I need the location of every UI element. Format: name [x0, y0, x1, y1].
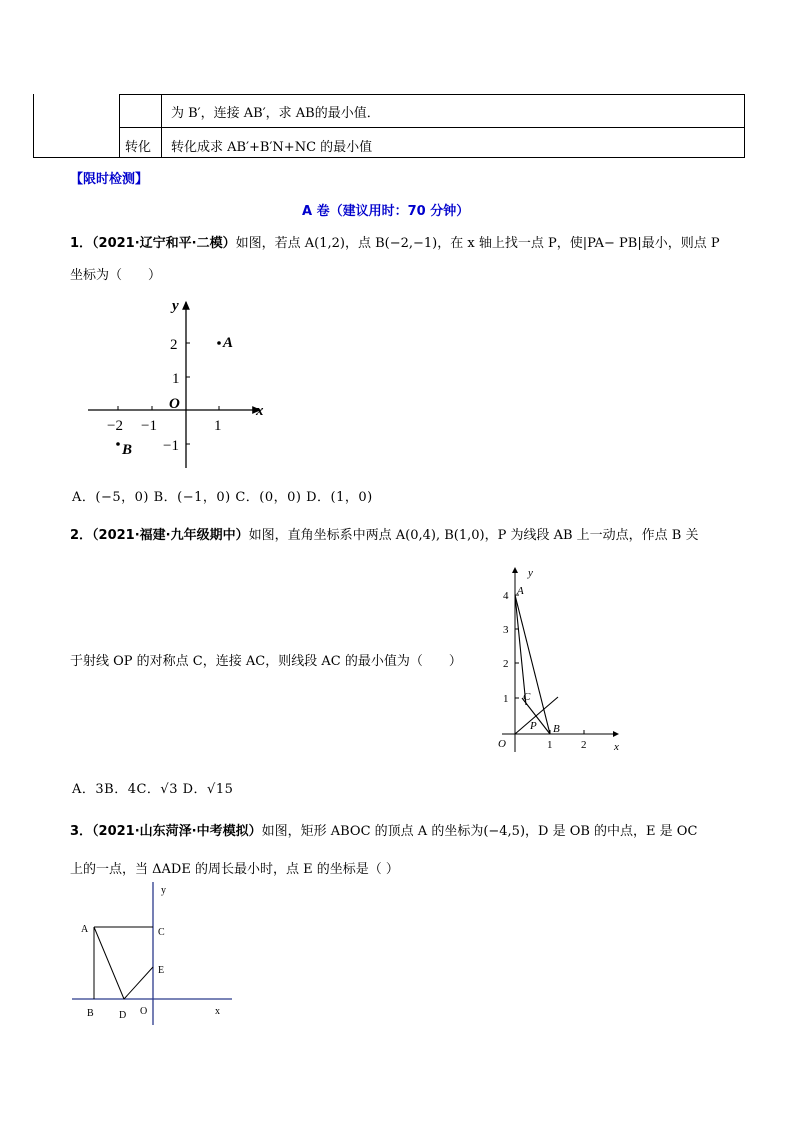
q2-segment-ab — [515, 595, 550, 734]
q3-x-label: x — [215, 1006, 220, 1017]
q3-segment-ad — [94, 927, 124, 999]
q1-point-a-label: A — [223, 335, 234, 351]
q2-point-p-label: P — [530, 720, 537, 732]
question-2-source: （2021·福建·九年级期中） — [92, 528, 249, 543]
q1-x-tick-neg1: −1 — [141, 418, 157, 434]
question-2-figure — [490, 560, 630, 760]
question-1-text: 如图，若点 A(1,2)，点 B(−2,−1)，在 x 轴上找一点 P，使|PA− PB|最小，则点 P — [235, 236, 720, 251]
question-2-text: 如图，直角坐标系中两点 A(0,4), B(1,0)，P 为线段 AB 上一动点，作点 B 关 — [248, 528, 699, 543]
question-1-source: （2021·辽宁和平·二模） — [92, 236, 236, 251]
question-3-text: 如图，矩形 ABOC 的顶点 A 的坐标为(−4,5)，D 是 OB 的中点，E 是 OC — [261, 824, 698, 839]
question-3-line1 — [70, 820, 697, 839]
table-row1-text: 为 B′，连接 AB′，求 AB的最小值． — [171, 106, 380, 121]
question-2-number: 2． — [70, 528, 93, 543]
question-2-line2: 于射线 OP 的对称点 C，连接 AC，则线段 AC 的最小值为（ ） — [70, 654, 462, 669]
section-header: 【限时检测】 — [70, 172, 149, 187]
q2-segment-ac — [515, 595, 526, 705]
q2-x-tick-1: 1 — [547, 739, 553, 751]
question-3-source: （2021·山东菏泽·中考模拟） — [92, 824, 262, 839]
question-3-number: 3． — [70, 824, 93, 839]
question-2-options: A．3B．4C．√3 D．√15 — [72, 782, 234, 797]
q2-y-tick-4: 4 — [503, 590, 509, 602]
q1-point-a — [217, 341, 221, 345]
question-1-line2: 坐标为（ ） — [70, 268, 162, 283]
table-row2-label: 转化 — [125, 140, 152, 155]
method-table — [33, 94, 745, 158]
q1-x-tick-neg2: −2 — [107, 418, 123, 434]
q1-x-tick-1: 1 — [214, 418, 222, 434]
q1-y-tick-2: 2 — [170, 337, 178, 353]
q2-point-c-label: C — [523, 691, 531, 703]
q1-point-b — [116, 442, 120, 446]
q3-point-c-label: C — [158, 927, 165, 938]
q2-x-label: x — [614, 741, 619, 753]
q1-y-tick-neg1: −1 — [163, 438, 179, 454]
q3-origin-label: O — [140, 1006, 148, 1017]
q1-origin-label: O — [169, 396, 180, 412]
q1-point-b-label: B — [122, 442, 133, 458]
q2-y-tick-3: 3 — [503, 624, 509, 636]
q2-point-b-label: B — [553, 723, 560, 735]
question-3-figure — [70, 880, 240, 1030]
question-2-line1 — [70, 524, 699, 543]
q1-y-tick-1: 1 — [172, 371, 180, 387]
question-1-options: A．(−5，0) B．(−1，0) C．(0，0) D．(1，0) — [72, 490, 373, 505]
q1-y-label: y — [172, 298, 179, 314]
q2-y-tick-1: 1 — [503, 693, 509, 705]
q3-point-a-label: A — [81, 924, 89, 935]
question-1-line1 — [70, 232, 720, 251]
section-title: A 卷（建议用时：70 分钟） — [302, 204, 470, 219]
q1-x-label: x — [256, 403, 264, 419]
q2-point-a-label: A — [517, 585, 524, 597]
q3-point-d-label: D — [119, 1010, 127, 1021]
q3-y-label: y — [161, 885, 166, 896]
question-1-number: 1． — [70, 236, 93, 251]
question-1-figure — [80, 292, 280, 472]
question-3-line2: 上的一点，当 ΔADE 的周长最小时，点 E 的坐标是（ ） — [70, 862, 399, 877]
q3-segment-de — [124, 967, 153, 999]
table-row2-text: 转化成求 AB′+B′N+NC 的最小值 — [171, 140, 373, 155]
q3-point-b-label: B — [87, 1008, 94, 1019]
q2-y-label: y — [528, 567, 533, 579]
q2-origin-label: O — [498, 738, 506, 750]
q2-x-tick-2: 2 — [581, 739, 587, 751]
q2-y-tick-2: 2 — [503, 658, 509, 670]
q3-point-e-label: E — [158, 965, 165, 976]
